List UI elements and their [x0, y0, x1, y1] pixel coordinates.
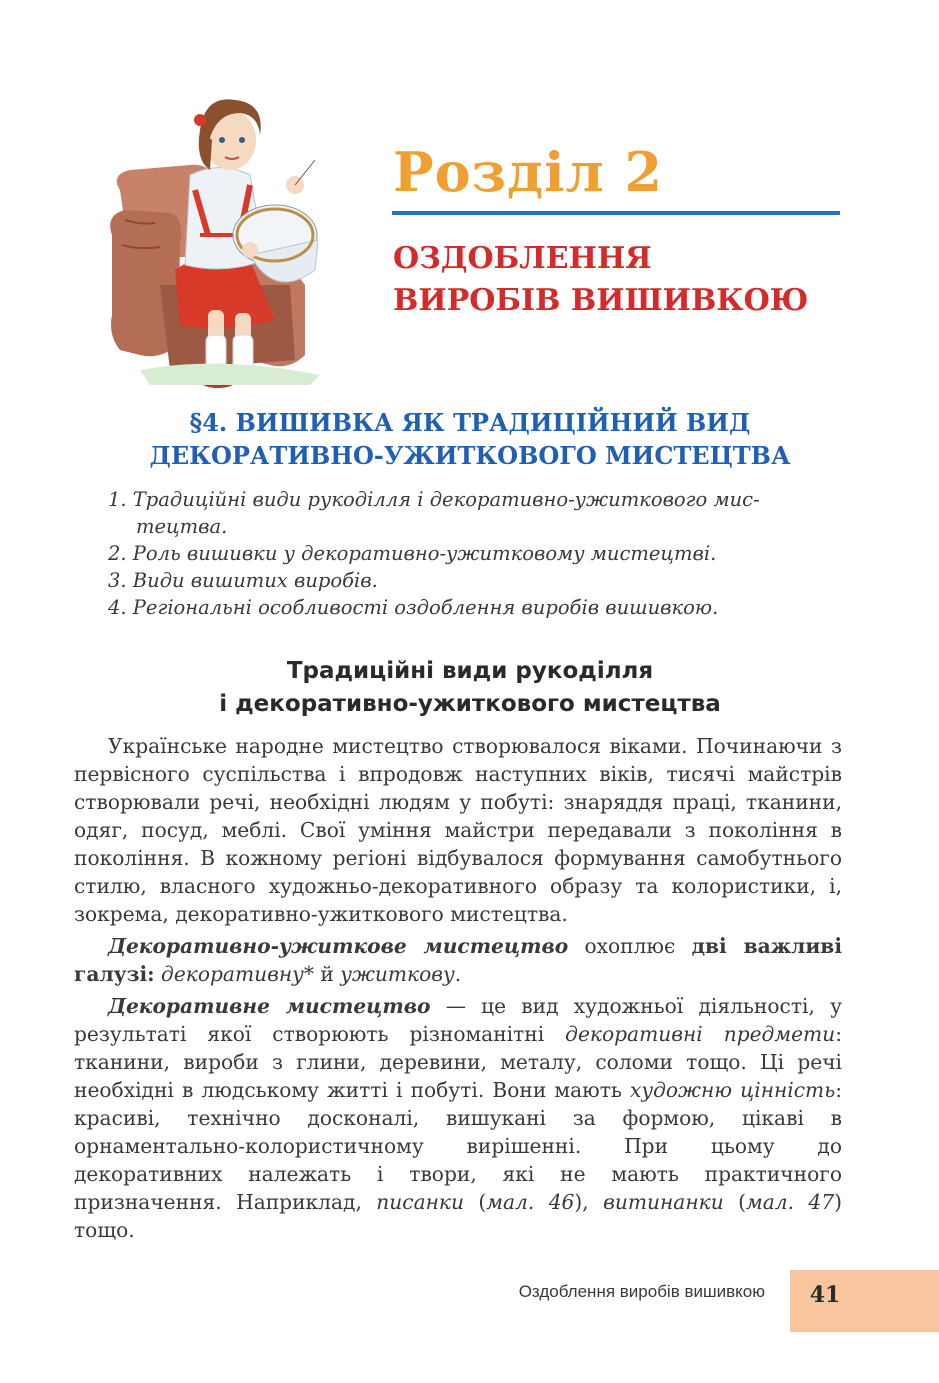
plan-item: 3. Види вишитих виробів.: [108, 569, 378, 592]
section-heading: [70, 655, 870, 721]
chapter-subtitle-line: ВИРОБІВ ВИШИВКОЮ: [393, 283, 809, 318]
text-run: ),: [574, 1190, 604, 1214]
text-run: (: [463, 1190, 487, 1214]
text-run: охоплює: [568, 934, 692, 958]
chapter-title: Розділ 2: [393, 140, 664, 204]
text-run: й: [313, 962, 341, 986]
page-number: 41: [809, 1282, 841, 1308]
figure-ref: мал. 46: [486, 1190, 575, 1214]
section-heading-line: і декоративно-ужиткового мистецтва: [219, 691, 721, 717]
emphasis: писанки: [376, 1190, 464, 1214]
emphasis: декоративну*: [161, 962, 314, 986]
body-text: [74, 732, 842, 1244]
text-run: .: [454, 962, 462, 986]
emphasis: ужиткову: [340, 962, 455, 986]
paragraph-title-line: ДЕКОРАТИВНО-УЖИТКОВОГО МИСТЕЦТВА: [149, 441, 791, 470]
emphasis: дві важливі галузі:: [74, 934, 842, 986]
plan-item: 2. Роль вишивки у декоративно-ужитковому мистецтві.: [108, 542, 717, 565]
paragraph-title-line: §4. ВИШИВКА ЯК ТРАДИЦІЙНИЙ ВИД: [189, 408, 751, 437]
lesson-plan-list: [108, 486, 843, 621]
emphasis: художню цінність: [629, 1078, 836, 1102]
girl-embroidering-illustration: [100, 85, 360, 390]
emphasis: декоративні предмети: [565, 1022, 836, 1046]
plan-item: 1. Традиційні види рукоділля і декоративно-ужиткового мис-: [108, 488, 760, 511]
emphasis: витинанки: [603, 1190, 724, 1214]
body-paragraph: [74, 992, 842, 1244]
page-number-box: [790, 1270, 939, 1332]
plan-item-continuation: тецтва.: [136, 515, 228, 538]
running-footer: Оздоблення виробів вишивкою: [518, 1282, 765, 1301]
chapter-subtitle-line: ОЗДОБЛЕННЯ: [393, 241, 652, 276]
chapter-subtitle: [393, 238, 808, 322]
figure-ref: мал. 47: [745, 1190, 835, 1214]
text-run: (: [723, 1190, 746, 1214]
paragraph-title: [100, 406, 840, 472]
text-run: ) тощо.: [74, 1190, 843, 1242]
term: Декоративно-ужиткове мистецтво: [108, 934, 569, 958]
plan-item: 4. Регіональні особливості оздоблення виробів вишивкою.: [108, 596, 719, 619]
body-paragraph: [74, 932, 842, 988]
text-run: : красиві, технічно досконалі, вишукані за формою, цікаві в орнаментально-колористичному вирішенні. При цьому до декоративних належать і твори, які не мають практичного призначення. Наприклад,: [74, 1078, 843, 1214]
body-paragraph: Українське народне мистецтво створювалося віками. Починаючи з первісного суспільства і впродовж наступних віків, тисячі майстрів створювали речі, необхідні людям у побуті: знаряддя праці, тканини, одяг, посуд, меблі. Свої уміння майстри передавали з покоління в покоління. В кожному регіоні відбувалося формування самобутнього стилю, власного художньо-декоративного образу та колористики, і, зокрема, декоративно-ужиткового мистецтва.: [74, 734, 842, 926]
term: Декоративне мистецтво: [108, 994, 431, 1018]
title-underline: [392, 211, 840, 215]
text-run: : тканини, вироби з глини, деревини, металу, соломи тощо. Ці речі необхідні в людському житті і побуті. Вони мають: [74, 1022, 842, 1102]
text-run: — це вид художньої діяльності, у результаті якої створюють різноманітні: [74, 994, 842, 1046]
section-heading-line: Традиційні види рукоділля: [286, 658, 654, 684]
